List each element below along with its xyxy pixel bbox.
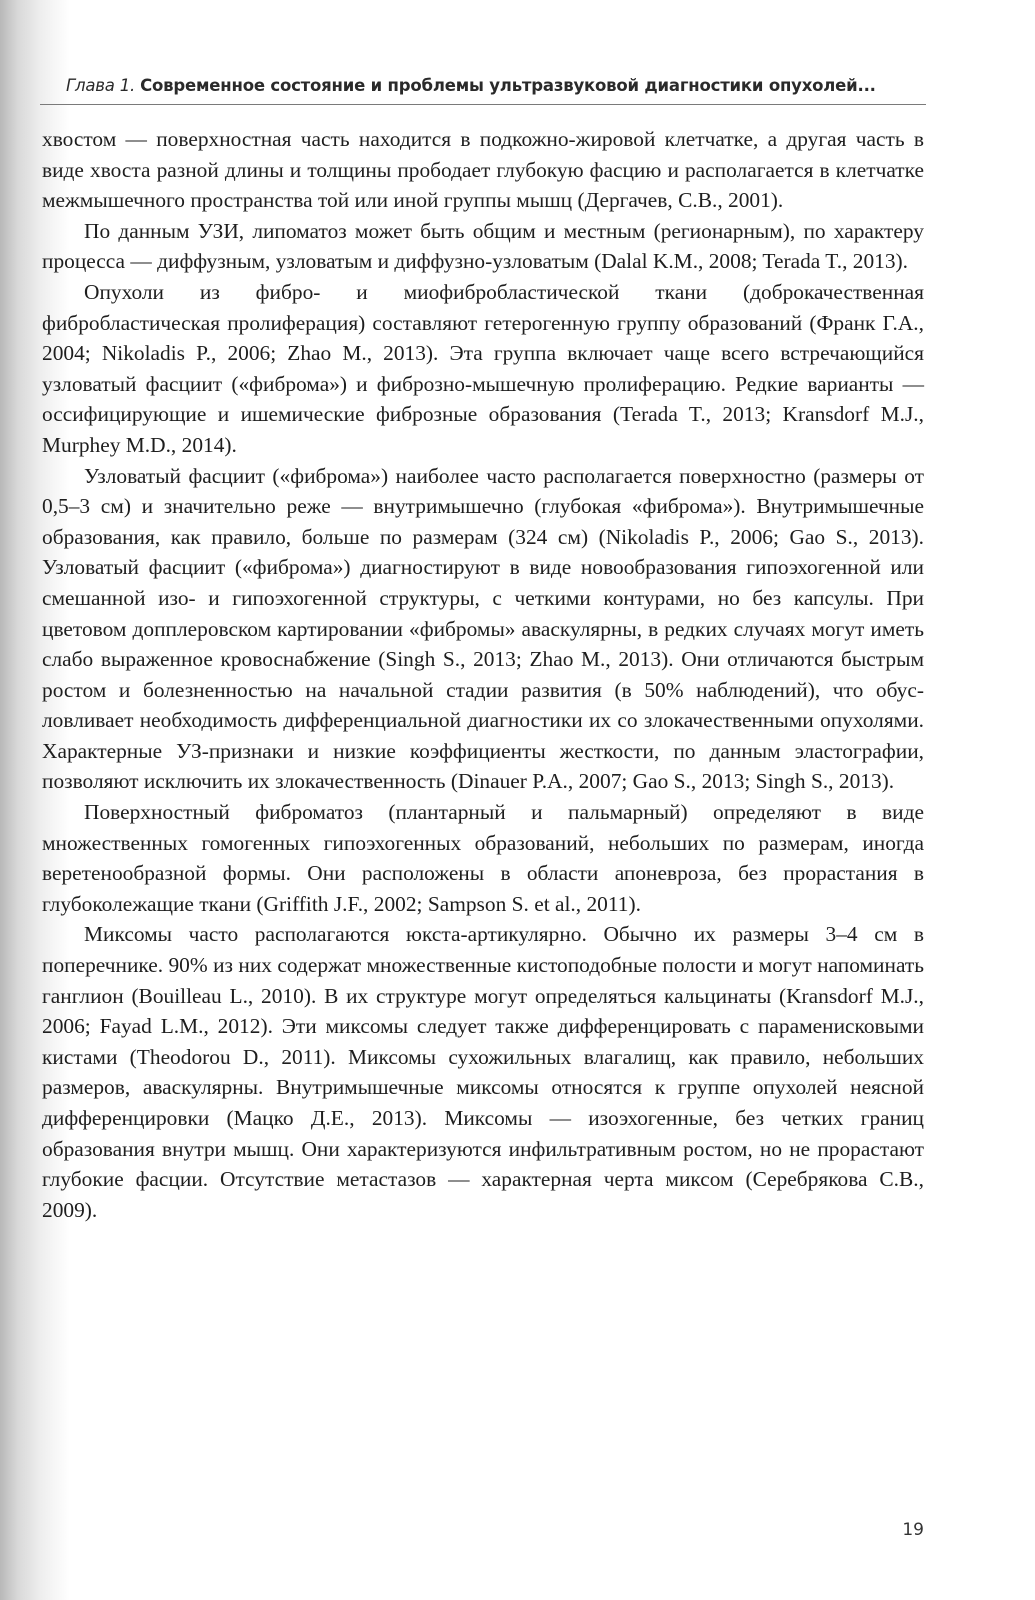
paragraph: Миксомы часто располагаются юкста-артикулярно. Обычно их размеры 3–4 см в поперечнике. 90% из них содержат множественные кистоподобные полости и могут напоминать ганглион (Bouilleau L., 2010). В их структуре могут определяться кальцинаты (Kransdorf M.J., 2006; Fayad L.M., 2012). Эти миксомы следует также дифференцировать с параменисковыми кистами (Theodorou D., 2011). Миксомы сухожильных влагалищ, как правило, небольших размеров, аваскулярны. Внутримышечные миксомы относятся к группе опухолей неясной дифференцировки (Мацко Д.Е., 2013). Миксомы — изоэхогенные, без четких границ образования внутри мышц. Они характеризуются инфильтративным ростом, но не прорастают глубокие фасции. Отсутствие метастазов — характерная черта миксом (Серебрякова С.В., 2009). (42, 922, 924, 1222)
chapter-label: Глава 1. (66, 76, 136, 95)
paragraph: По данным УЗИ, липоматоз может быть общим и местным (регионарным), по характеру процесса — диффузным, узловатым и диффузно-узловатым (Dalal K.M., 2008; Terada T., 2013). (42, 218, 924, 274)
running-header (66, 76, 924, 95)
page-number: 19 (902, 1520, 924, 1540)
chapter-title: Современное состояние и проблемы ультразвуковой диагностики опухолей... (140, 76, 876, 95)
paragraph: Поверхностный фиброматоз (плантарный и пальмарный) определяют в виде множественных гомогенных гипоэхогенных образований, небольших по размерам, иногда веретенообразной формы. Они расположены в области апоневроза, без прорастания в глубоколежащие ткани (Griffith J.F., 2002; Sampson S. et al., 2011). (42, 800, 924, 916)
header-rule (40, 104, 926, 105)
paragraph: Опухоли из фибро- и миофибробластической ткани (доброкачественная фибробластическая пролиферация) составляют гетерогенную группу образований (Франк Г.А., 2004; Nikoladis P., 2006; Zhao M., 2013). Эта группа включает чаще всего встречающийся узловатый фасциит («фиброма») и фиброзно-мышечную пролиферацию. Редкие варианты — оссифицирующие и ишемические фиброзные образования (Terada T., 2013; Kransdorf M.J., Murphey M.D., 2014). (42, 279, 924, 457)
paragraph: Узловатый фасциит («фиброма») наиболее часто располагается поверхностно (размеры от 0,5–3 см) и значительно реже — внутримышечно (глубокая «фиброма»). Внутримышечные образования, как правило, больше по размерам (324 см) (Nikoladis P., 2006; Gao S., 2013). Узловатый фасциит («фиброма») диагностируют в виде новообразования гипоэхогенной или смешанной изо- и гипоэхогенной структуры, с четкими контурами, но без капсулы. При цветовом допплеровском картировании «фибромы» аваскулярны, в редких случаях могут иметь слабо выраженное кровоснабжение (Singh S., 2013; Zhao M., 2013). Они отличаются быстрым ростом и болезненностью на начальной стадии развития (в 50% наблюдений), что обусловливает необходимость дифференциальной диагностики их со злокачественными опухолями. Характерные УЗ-признаки и низкие коэффициенты жесткости, по данным эластографии, позволяют исключить их злокачественность (Dinauer P.A., 2007; Gao S., 2013; Singh S., 2013). (42, 463, 924, 794)
paragraph: хвостом — поверхностная часть находится в подкожно-жировой клетчатке, а другая часть в виде хвоста разной длины и толщины прободает глубокую фасцию и располагается в клетчатке межмышечного пространства той или иной группы мышц (Дергачев, С.В., 2001). (42, 127, 924, 213)
body-text (42, 124, 924, 1225)
